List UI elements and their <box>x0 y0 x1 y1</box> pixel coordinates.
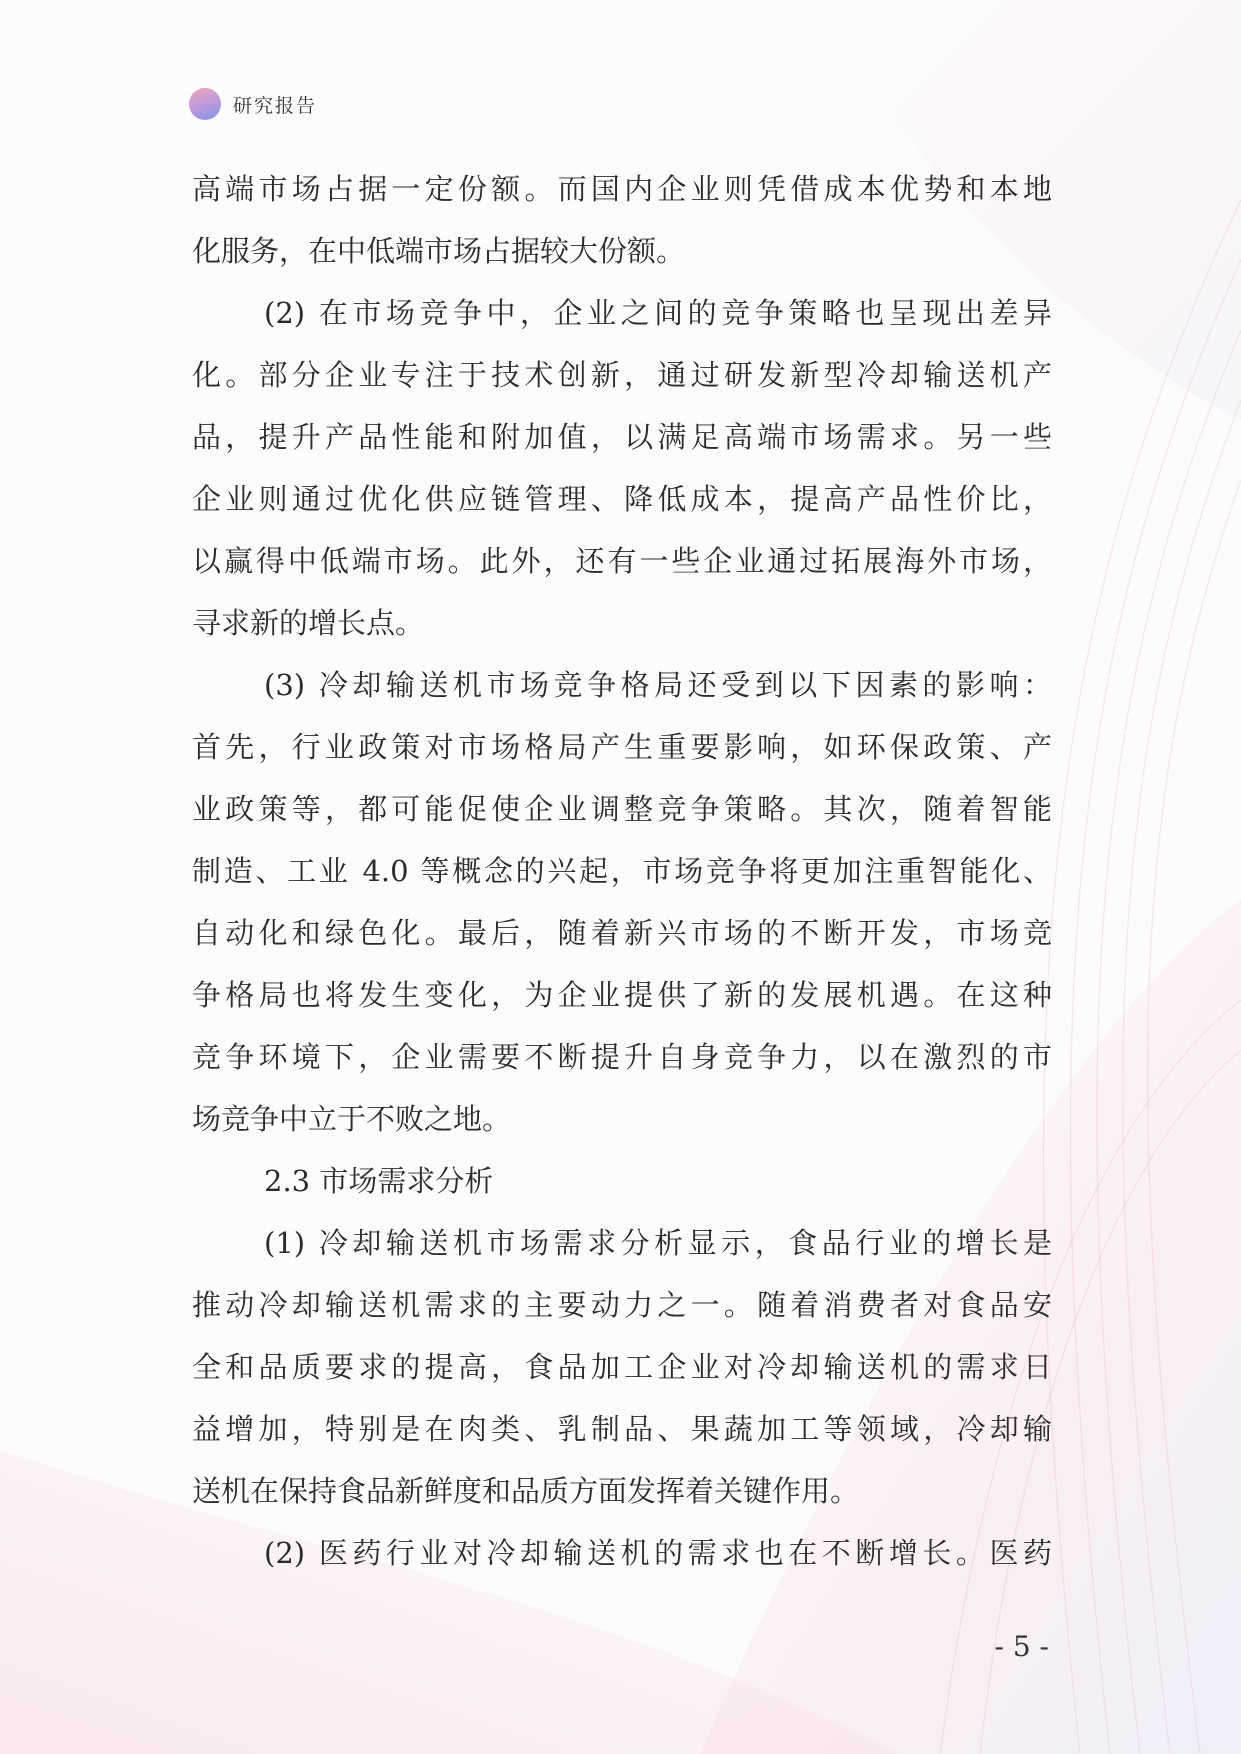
text-line: 高端市场占据一定份额。而国内企业则凭借成本优势和本地 <box>192 172 1052 206</box>
text-line: 品，提升产品性能和附加值，以满足高端市场需求。另一些 <box>192 420 1052 454</box>
report-header <box>189 88 317 120</box>
text-line: 化服务，在中低端市场占据较大份额。 <box>192 234 686 268</box>
text-line: (3) 冷却输送机市场竞争格局还受到以下因素的影响： <box>264 668 1052 702</box>
text-line: 场竞争中立于不败之地。 <box>192 1102 512 1136</box>
text-line: 竞争环境下，企业需要不断提升自身竞争力，以在激烈的市 <box>192 1040 1052 1074</box>
text-line: 自动化和绿色化。最后，随着新兴市场的不断开发，市场竞 <box>192 916 1052 950</box>
text-line: 化。部分企业专注于技术创新，通过研发新型冷却输送机产 <box>192 358 1052 392</box>
text-line: (2) 在市场竞争中，企业之间的竞争策略也呈现出差异 <box>264 296 1052 330</box>
text-line: 业政策等，都可能促使企业调整竞争策略。其次，随着智能 <box>192 792 1052 826</box>
text-line: 首先，行业政策对市场格局产生重要影响，如环保政策、产 <box>192 730 1052 764</box>
text-line: 争格局也将发生变化，为企业提供了新的发展机遇。在这种 <box>192 978 1052 1012</box>
text-line: 企业则通过优化供应链管理、降低成本，提高产品性价比， <box>192 482 1052 516</box>
section-heading: 2.3 市场需求分析 <box>264 1164 494 1198</box>
text-line: (1) 冷却输送机市场需求分析显示，食品行业的增长是 <box>264 1226 1052 1260</box>
page-number: - 5 - <box>994 1630 1049 1663</box>
text-line: 制造、工业 4.0 等概念的兴起，市场竞争将更加注重智能化、 <box>192 854 1052 888</box>
text-line: 推动冷却输送机需求的主要动力之一。随着消费者对食品安 <box>192 1288 1052 1322</box>
body-text <box>192 158 1052 1584</box>
header-label: 研究报告 <box>233 94 318 117</box>
text-line: 寻求新的增长点。 <box>192 606 425 640</box>
text-line: (2) 医药行业对冷却输送机的需求也在不断增长。医药 <box>264 1536 1052 1570</box>
text-line: 以赢得中低端市场。此外，还有一些企业通过拓展海外市场， <box>192 544 1052 578</box>
text-line: 益增加，特别是在肉类、乳制品、果蔬加工等领域，冷却输 <box>192 1412 1052 1446</box>
text-line: 送机在保持食品新鲜度和品质方面发挥着关键作用。 <box>192 1474 860 1508</box>
logo-circle-icon <box>189 88 221 120</box>
text-line: 全和品质要求的提高，食品加工企业对冷却输送机的需求日 <box>192 1350 1052 1384</box>
